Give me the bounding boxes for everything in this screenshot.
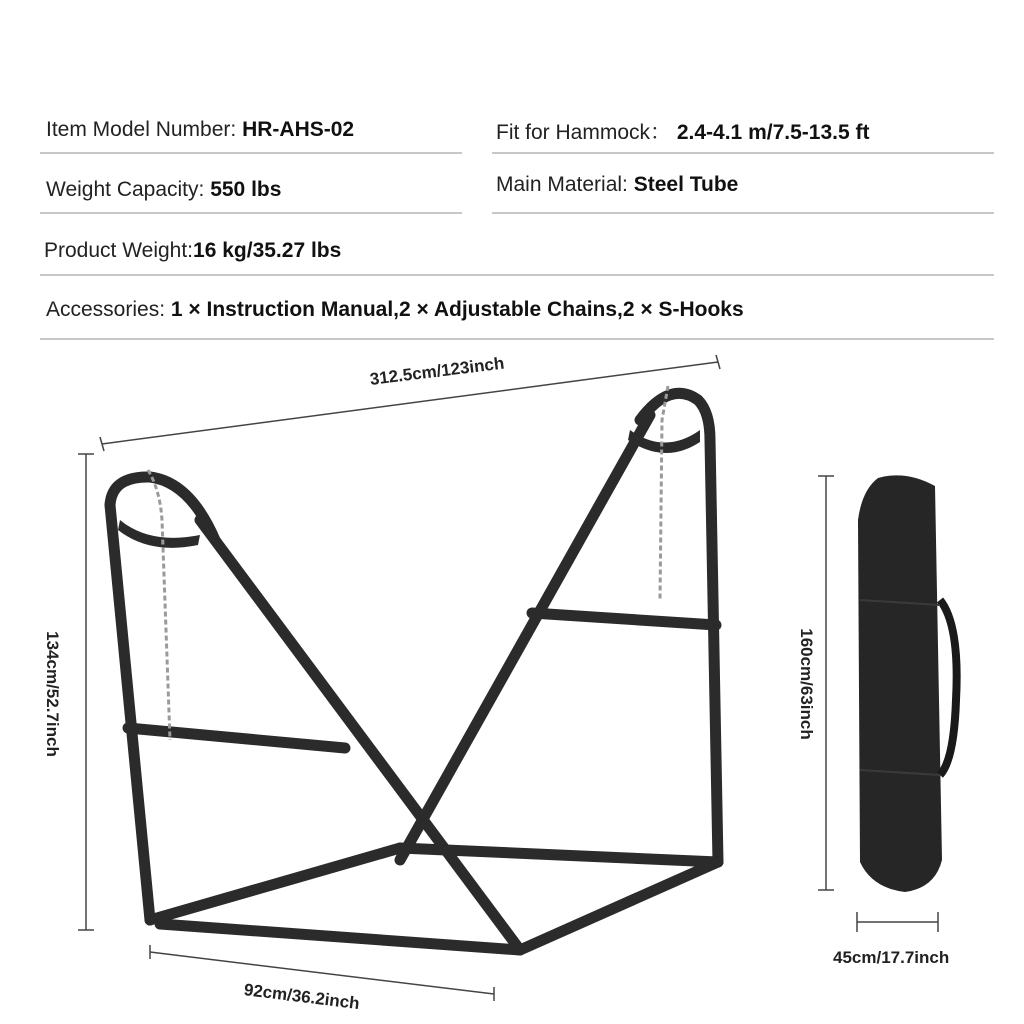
chain-right: [660, 386, 668, 600]
spec-weight-label: Product Weight:: [44, 239, 194, 262]
spec-weight-value: 16 kg/35.27 lbs: [193, 239, 342, 262]
dimension-height: 134cm/52.7inch: [43, 631, 62, 757]
spec-model-label: Item Model Number:: [46, 118, 237, 141]
dimension-bag-height: 160cm/63inch: [797, 628, 816, 740]
spec-model-value: HR-AHS-02: [242, 118, 355, 141]
dimension-bag-width: 45cm/17.7inch: [833, 948, 950, 967]
spec-fit-value: 2.4-4.1 m/7.5-13.5 ft: [676, 121, 870, 144]
stand-frame: [110, 393, 718, 950]
spec-accessories-value: 1 × Instruction Manual,2 × Adjustable Chains,2 × S-Hooks: [170, 298, 744, 321]
spec-capacity-label: Weight Capacity:: [46, 178, 205, 201]
spec-fit-label: Fit for Hammock: [496, 121, 651, 144]
spec-accessories-label: Accessories:: [46, 298, 166, 321]
spec-capacity-value: 550 lbs: [210, 178, 282, 201]
carry-bag: [858, 475, 957, 892]
spec-material-value: Steel Tube: [633, 173, 739, 196]
dimension-length: 312.5cm/123inch: [368, 353, 506, 389]
chain-left: [148, 470, 170, 740]
dimension-depth: 92cm/36.2inch: [242, 980, 361, 1014]
spec-fit-sep: ：: [650, 121, 672, 144]
spec-material-label: Main Material:: [496, 173, 628, 196]
